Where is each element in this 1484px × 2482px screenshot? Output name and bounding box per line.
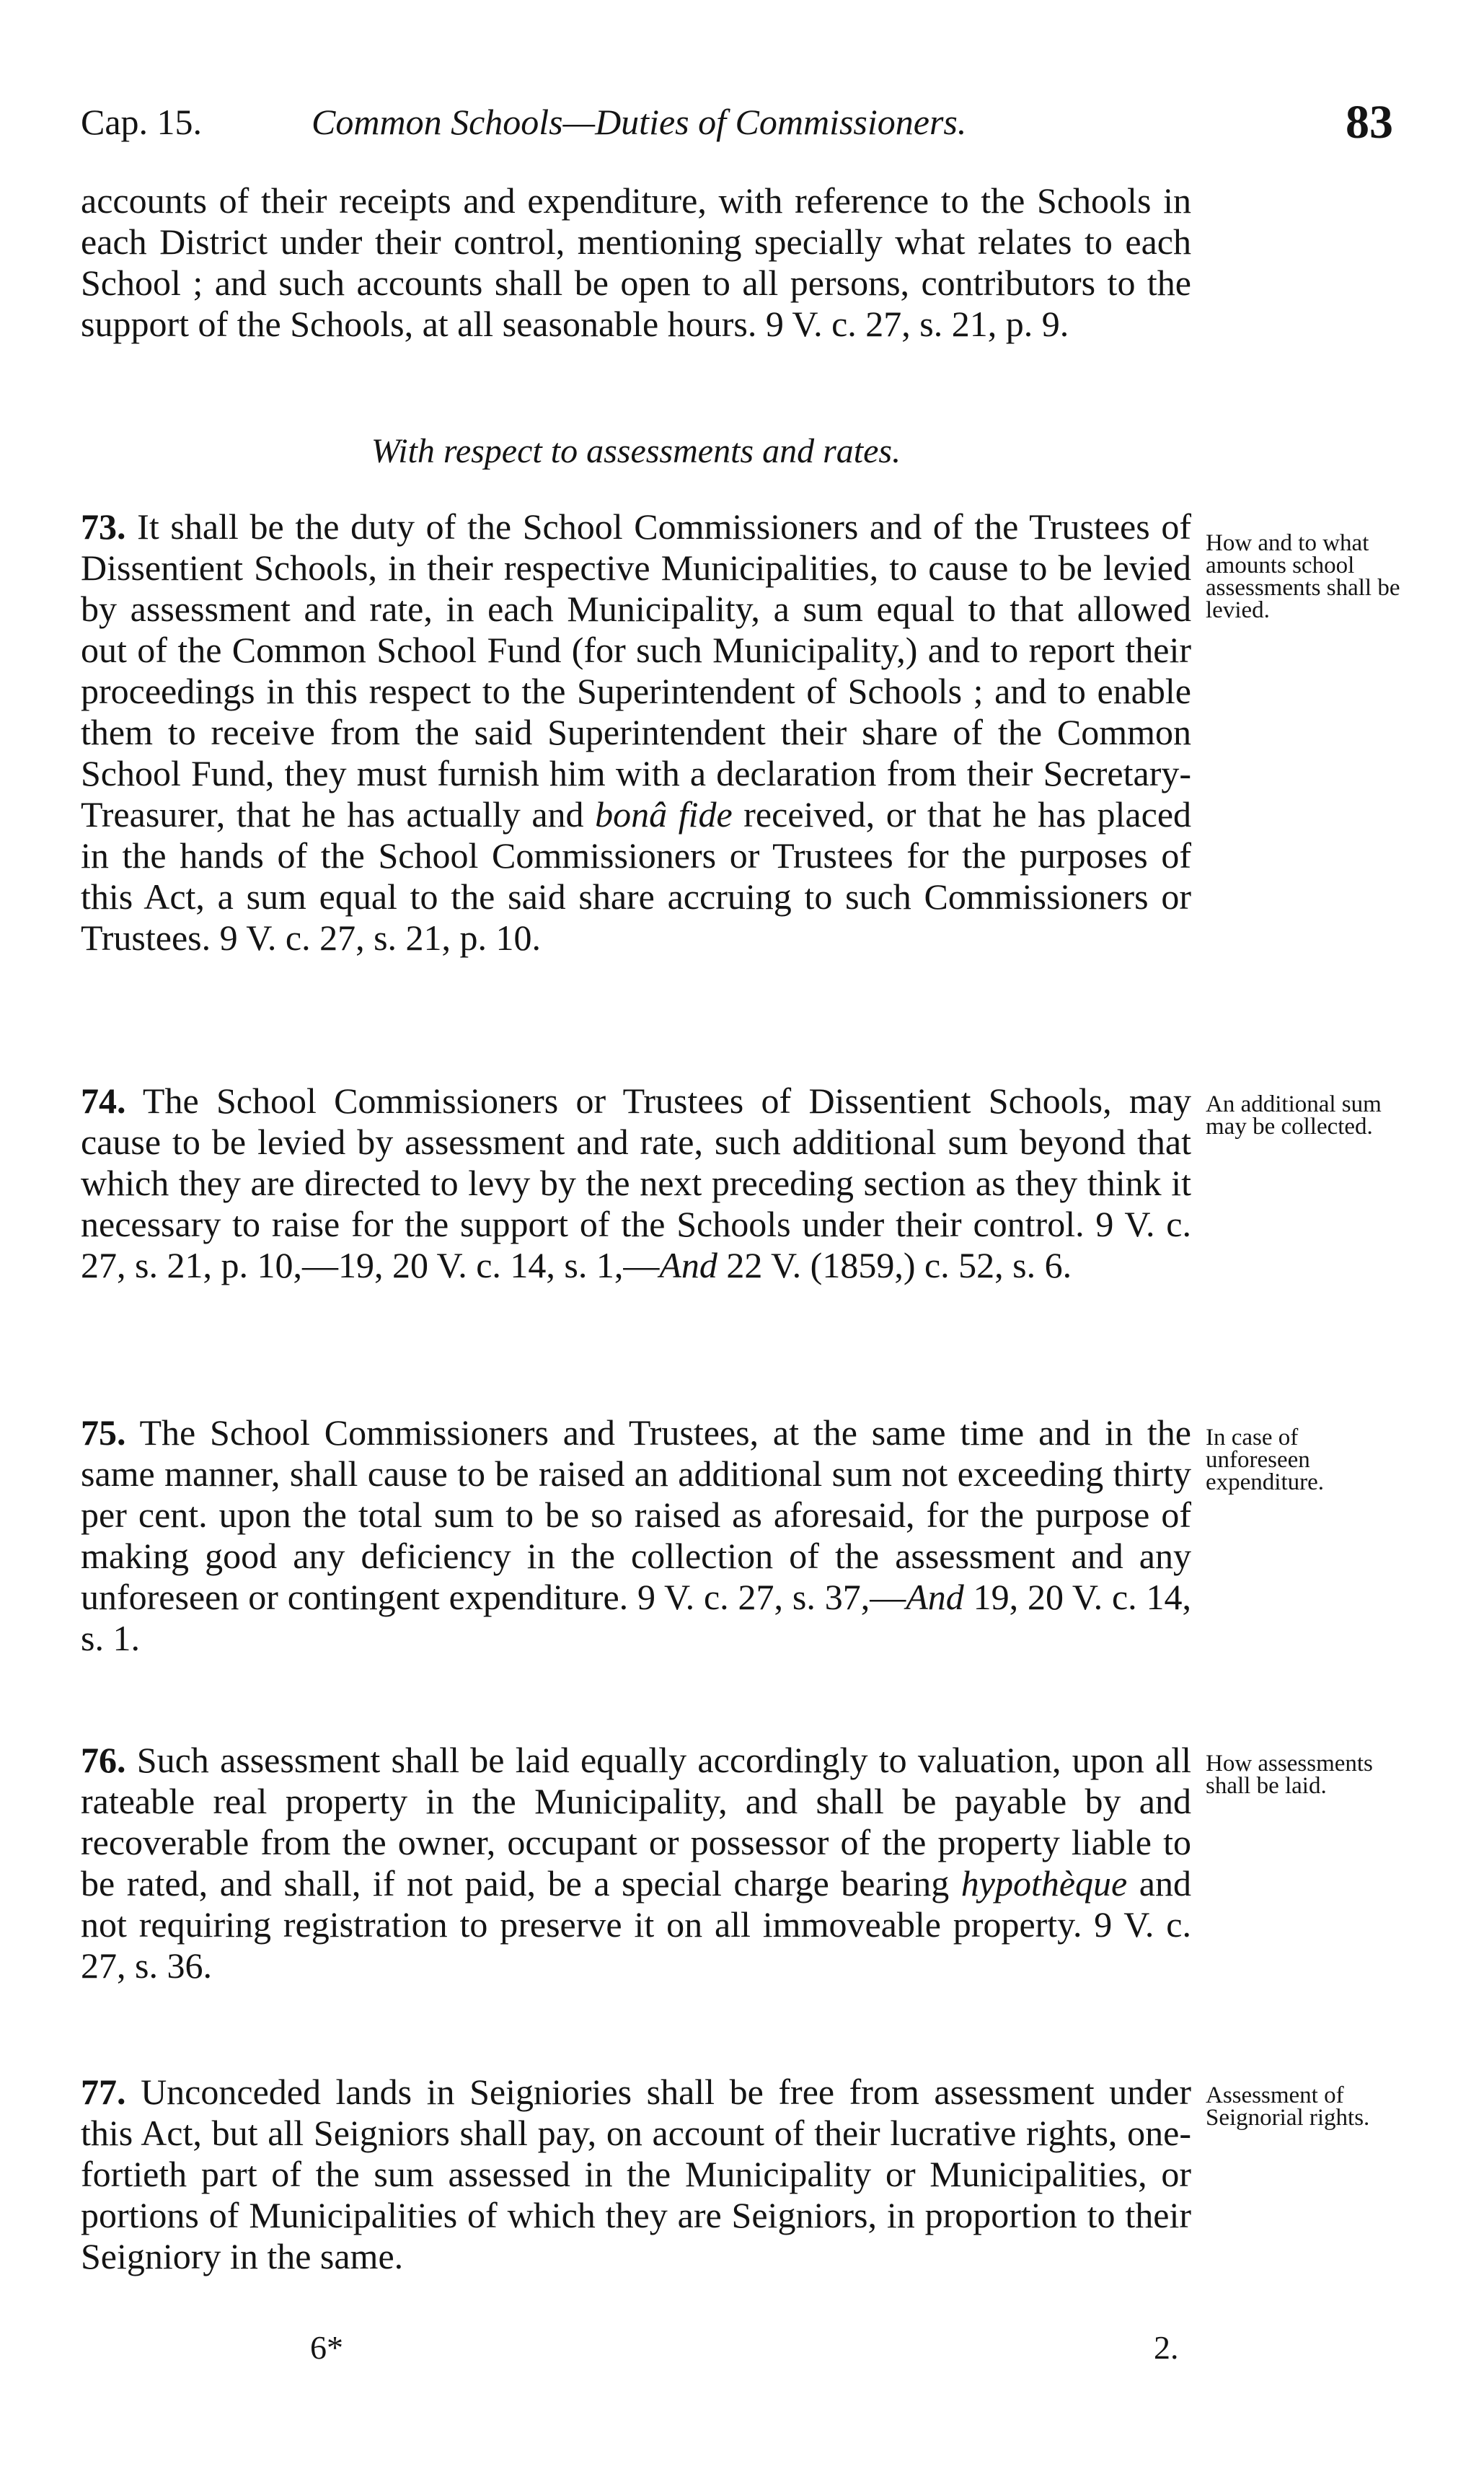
section-heading: With respect to assessments and rates. bbox=[371, 432, 901, 470]
section-italic: And bbox=[906, 1577, 964, 1617]
section-number: 76. bbox=[81, 1740, 126, 1780]
running-title: Common Schools—Duties of Commissioners. bbox=[312, 102, 967, 142]
section-paragraph bbox=[81, 1412, 1191, 1659]
section-text-tail: 19, 20 V. c. 14, s. 1. bbox=[81, 1577, 1191, 1658]
margin-note-76: How assessments shall be laid. bbox=[1206, 1751, 1373, 1799]
section-76 bbox=[81, 1740, 1191, 1986]
section-73 bbox=[81, 506, 1191, 959]
section-italic: bonâ fide bbox=[595, 794, 733, 835]
section-text: Unconceded lands in Seigniories shall be free from assessment under this Act, but all Seigniors shall pay, on account of their lucrative rights, one-fortieth part of the sum assessed in the Municipality or Municipalities, or portions of Municipalities of which they are Seigniors, in proportion to their Seigniory in the same. bbox=[81, 2072, 1192, 2276]
section-75 bbox=[81, 1412, 1191, 1659]
margin-note-73: How and to what amounts school assessments shall be levied. bbox=[1206, 530, 1400, 623]
section-text: It shall be the duty of the School Commissioners and of the Trustees of Dissentient Schools, in their respective Municipalities, to cause to be levied by assessment and rate, in each Municipality, a sum equal to that allowed out of the Common School Fund (for such Municipality,) and to report their proceedings in this respect to the Superintendent of Schools ; and to enable them to receive from the said Superintendent their share of the Common School Fund, they must furnish him with a declaration from their Secretary-Treasurer, that he has actually and bbox=[81, 506, 1192, 835]
section-text-tail: 22 V. (1859,) c. 52, s. 6. bbox=[717, 1245, 1072, 1285]
margin-note-77: Assessment of Seignorial rights. bbox=[1206, 2082, 1370, 2131]
section-text: The School Commissioners or Trustees of Dissentient Schools, may cause to be levied by assessment and rate, such additional sum beyond that which they are directed to levy by the next preceding section as they think it necessary to raise for the support of the Schools under their control. 9 V. c. 27, s. 21, p. 10,—19, 20 V. c. 14, s. 1,— bbox=[81, 1081, 1191, 1285]
section-italic: hypothèque bbox=[960, 1863, 1128, 1904]
section-text: The School Commissioners and Trustees, at the same time and in the same manner, shall cause to be raised an additional sum not exceeding thirty per cent. upon the total sum to be so raised as aforesaid, for the purpose of making good any deficiency in the collection of the assessment and any unforeseen or contingent expenditure. 9 V. c. 27, s. 37,— bbox=[81, 1412, 1191, 1617]
section-number: 74. bbox=[81, 1081, 126, 1121]
section-number: 75. bbox=[81, 1412, 126, 1453]
section-paragraph bbox=[81, 1081, 1191, 1286]
section-74 bbox=[81, 1081, 1191, 1286]
signature-mark-right: 2. bbox=[1154, 2329, 1179, 2366]
section-paragraph bbox=[81, 1740, 1191, 1986]
section-number: 73. bbox=[81, 506, 126, 547]
section-paragraph bbox=[81, 506, 1191, 959]
intro-paragraph: accounts of their receipts and expenditure, with reference to the Schools in each District under their control, mentioning specially what relates to each School ; and such accounts shall be open to all persons, contributors to the support of the Schools, at all seasonable hours. 9 V. c. 27, s. 21, p. 9. bbox=[81, 180, 1191, 344]
section-number: 77. bbox=[81, 2072, 126, 2112]
section-text: Such assessment shall be laid equally accordingly to valuation, upon all rateable real property in the Municipality, and shall be payable by and recoverable from the owner, occupant or possessor of the property liable to be rated, and shall, if not paid, be a special charge bearing bbox=[81, 1740, 1191, 1904]
intro-block bbox=[81, 180, 1191, 345]
signature-mark-left: 6* bbox=[310, 2329, 343, 2366]
running-header bbox=[81, 95, 1393, 149]
page-number: 83 bbox=[1346, 96, 1393, 149]
chapter-label: Cap. 15. bbox=[81, 102, 203, 142]
section-paragraph bbox=[81, 2072, 1191, 2277]
section-text-tail: and not requiring registration to preserve it on all immoveable property. 9 V. c. 27, s. 36. bbox=[81, 1863, 1191, 1986]
section-italic: And bbox=[659, 1245, 717, 1285]
section-text-tail: received, or that he has placed in the hands of the School Commissioners or Trustees for the purposes of this Act, a sum equal to the said share accruing to such Commissioners or Trustees. 9 V. c. 27, s. 21, p. 10. bbox=[81, 794, 1192, 958]
margin-note-74: An additional sum may be collected. bbox=[1206, 1091, 1382, 1140]
margin-note-75: In case of unforeseen expenditure. bbox=[1206, 1425, 1325, 1495]
section-77 bbox=[81, 2072, 1191, 2277]
